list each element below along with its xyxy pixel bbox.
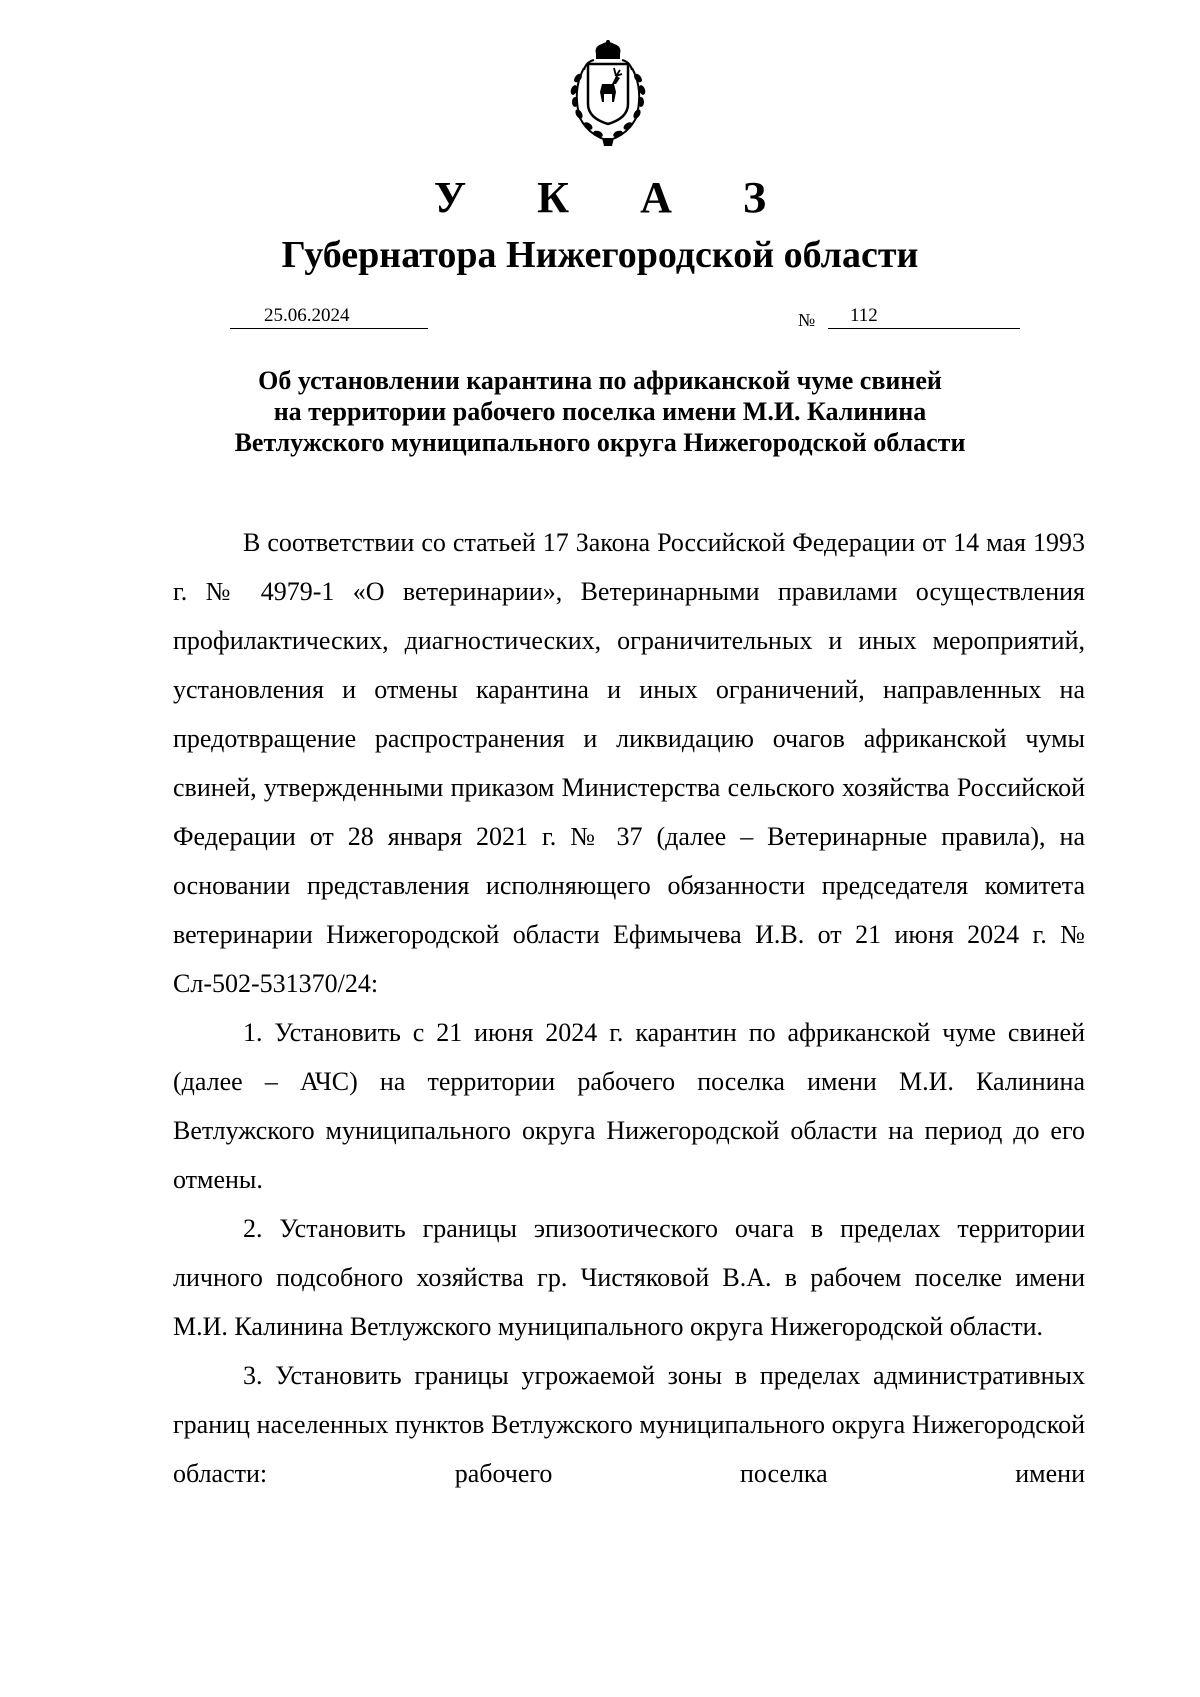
decree-date-field bbox=[230, 304, 428, 329]
decree-title: У К А З bbox=[433, 173, 797, 222]
decree-number-label: № bbox=[798, 310, 816, 330]
decree-date: 25.06.2024 bbox=[264, 305, 350, 326]
decree-heading bbox=[0, 365, 1200, 458]
preamble-paragraph: В соответствии со статьей 17 Закона Российской Федерации от 14 мая 1993 г. № 4979-1 «О ветеринарии», Ветеринарными правилами осуществления профилактических, диагностических, ограничительных и иных мероприятий, установления и отмены карантина и иных ограничений, направленных на предотвращение распространения и ликвидацию очагов африканской чумы свиней, утвержденными приказом Министерства сельского хозяйства Российской Федерации от 28 января 2021 г. № 37 (далее – Ветеринарные правила), на основании представления исполняющего обязанности председателя комитета ветеринарии Нижегородской области Ефимычева И.В. от 21 июня 2024 г. № Сл-502-531370/24: bbox=[173, 528, 1085, 998]
item-3-paragraph: 3. Установить границы угрожаемой зоны в пределах административных границ населенных пунктов Ветлужского муниципального округа Нижегородской области: рабочего поселка имени bbox=[173, 1361, 1085, 1488]
heading-line: на территории рабочего поселка имени М.И. Калинина bbox=[273, 397, 927, 426]
decree-number: 112 bbox=[850, 305, 878, 326]
item-1-paragraph: 1. Установить с 21 июня 2024 г. карантин по африканской чуме свиней (далее – АЧС) на территории рабочего поселка имени М.И. Калинина Ветлужского муниципального округа Нижегородской области на период до его отмены. bbox=[173, 1018, 1085, 1194]
decree-issuer: Губернатора Нижегородской области bbox=[281, 234, 919, 276]
item-2-paragraph: 2. Установить границы эпизоотического очага в пределах территории личного подсобного хозяйства гр. Чистяковой В.А. в рабочем поселке имени М.И. Калинина Ветлужского муниципального округа Нижегородской области. bbox=[173, 1214, 1085, 1341]
heading-line: Об установлении карантина по африканской чуме свиней bbox=[258, 366, 942, 395]
decree-number-field bbox=[828, 304, 1020, 329]
coat-of-arms-emblem bbox=[558, 40, 658, 148]
heading-line: Ветлужского муниципального округа Нижегородской области bbox=[234, 428, 966, 457]
decree-body bbox=[173, 518, 1085, 1498]
